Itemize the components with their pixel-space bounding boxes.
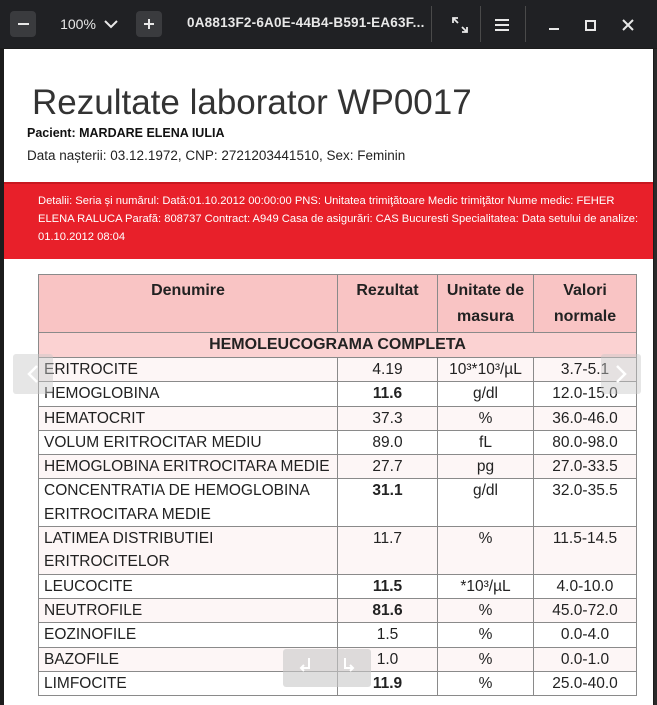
minimize-icon	[549, 28, 559, 30]
row-result: 11.6	[338, 382, 438, 406]
row-unit: %	[438, 598, 534, 622]
header-range: Valori normale	[534, 275, 637, 333]
results-table	[38, 274, 637, 696]
row-result: 27.7	[338, 455, 438, 479]
header-unit: Unitate de masura	[438, 275, 534, 333]
header-name: Denumire	[39, 275, 338, 333]
maximize-icon	[585, 20, 596, 31]
row-unit: *10³/µL	[438, 574, 534, 598]
row-range: 0.0-4.0	[534, 623, 637, 647]
zoom-level: 100%	[60, 16, 96, 32]
row-unit: g/dl	[438, 479, 534, 527]
row-name: NEUTROFILE	[39, 598, 338, 622]
close-icon	[622, 19, 634, 31]
maximize-button[interactable]	[577, 12, 603, 38]
row-range: 32.0-35.5	[534, 479, 637, 527]
table-row	[39, 527, 637, 575]
row-name: CONCENTRATIA DE HEMOGLOBINA ERITROCITARA MEDIE	[39, 479, 338, 527]
row-range: 11.5-14.5	[534, 527, 637, 575]
row-range: 0.0-1.0	[534, 647, 637, 671]
zoom-level-select[interactable]	[46, 11, 132, 37]
table-row	[39, 455, 637, 479]
row-result: 4.19	[338, 358, 438, 382]
section-title: HEMOLEUCOGRAMA COMPLETA	[39, 333, 637, 358]
rotate-left-icon	[297, 656, 313, 674]
row-name: HEMATOCRIT	[39, 406, 338, 430]
table-header-row	[39, 275, 637, 333]
row-unit: %	[438, 623, 534, 647]
table-row	[39, 623, 637, 647]
row-result: 11.5	[338, 574, 438, 598]
row-name: EOZINOFILE	[39, 623, 338, 647]
row-range: 45.0-72.0	[534, 598, 637, 622]
viewer-toolbar	[0, 0, 657, 48]
row-result: 11.7	[338, 527, 438, 575]
row-name: HEMOGLOBINA	[39, 382, 338, 406]
chevron-left-icon	[27, 364, 39, 384]
fullscreen-button[interactable]	[447, 12, 473, 38]
details-banner	[4, 182, 653, 259]
row-range: 27.0-33.5	[534, 455, 637, 479]
row-result: 1.5	[338, 623, 438, 647]
row-result: 11.9	[338, 671, 438, 695]
next-page-button[interactable]	[601, 354, 641, 394]
table-row	[39, 598, 637, 622]
row-unit: %	[438, 647, 534, 671]
row-unit: 10³*10³/µL	[438, 358, 534, 382]
rotate-right-icon	[341, 656, 357, 674]
expand-icon	[451, 16, 469, 34]
table-row	[39, 479, 637, 527]
row-range: 4.0-10.0	[534, 574, 637, 598]
hamburger-icon	[494, 18, 510, 32]
document-page	[4, 49, 653, 705]
table-row	[39, 358, 637, 382]
row-range: 80.0-98.0	[534, 430, 637, 454]
row-range: 36.0-46.0	[534, 406, 637, 430]
zoom-in-button[interactable]	[136, 11, 162, 37]
table-row	[39, 574, 637, 598]
minimize-button[interactable]	[541, 12, 567, 38]
header-result: Rezultat	[338, 275, 438, 333]
plus-icon	[143, 18, 155, 30]
row-name: LIMFOCITE	[39, 671, 338, 695]
prev-page-button[interactable]	[13, 354, 53, 394]
row-name: ERITROCITE	[39, 358, 338, 382]
document-title: 0A8813F2-6A0E-44B4-B591-EA63F...	[187, 15, 425, 30]
chevron-down-icon	[104, 19, 118, 29]
row-result: 1.0	[338, 647, 438, 671]
row-result: 89.0	[338, 430, 438, 454]
row-unit: fL	[438, 430, 534, 454]
rotate-left-button[interactable]	[297, 656, 313, 680]
close-button[interactable]	[615, 12, 641, 38]
page-title: Rezultate laborator WP0017	[32, 83, 472, 122]
row-unit: g/dl	[438, 382, 534, 406]
zoom-out-button[interactable]	[10, 11, 36, 37]
row-unit: %	[438, 406, 534, 430]
row-unit: pg	[438, 455, 534, 479]
table-row	[39, 406, 637, 430]
row-name: LEUCOCITE	[39, 574, 338, 598]
row-result: 81.6	[338, 598, 438, 622]
row-result: 31.1	[338, 479, 438, 527]
row-unit: %	[438, 527, 534, 575]
row-range: 25.0-40.0	[534, 671, 637, 695]
row-name: HEMOGLOBINA ERITROCITARA MEDIE	[39, 455, 338, 479]
table-row	[39, 382, 637, 406]
row-name: LATIMEA DISTRIBUTIEI ERITROCITELOR	[39, 527, 338, 575]
row-unit: %	[438, 671, 534, 695]
patient-name: Pacient: MARDARE ELENA IULIA	[27, 126, 225, 140]
patient-details: Data nașterii: 03.12.1972, CNP: 2721203441510, Sex: Feminin	[27, 148, 406, 163]
rotate-controls	[283, 649, 371, 687]
menu-button[interactable]	[489, 12, 515, 38]
row-name: BAZOFILE	[39, 647, 338, 671]
row-range: 3.7-5.1	[534, 358, 637, 382]
details-text: Detalii: Seria și numărul: Dată:01.10.2012 00:00:00 PNS: Unitatea trimiţătoare Medic trimiţător Nume medic: FEHER ELENA RALUCA Parafă: 808737 Contract: A949 Casa de asigurări: CAS Bucuresti Specialitatea: Data setului de analize: 01.10.2012 08:04	[38, 195, 639, 243]
row-result: 37.3	[338, 406, 438, 430]
table-row	[39, 430, 637, 454]
chevron-right-icon	[615, 364, 627, 384]
section-row	[39, 333, 637, 358]
rotate-right-button[interactable]	[341, 656, 357, 680]
row-name: VOLUM ERITROCITAR MEDIU	[39, 430, 338, 454]
minus-icon	[18, 23, 29, 25]
row-range: 12.0-15.0	[534, 382, 637, 406]
